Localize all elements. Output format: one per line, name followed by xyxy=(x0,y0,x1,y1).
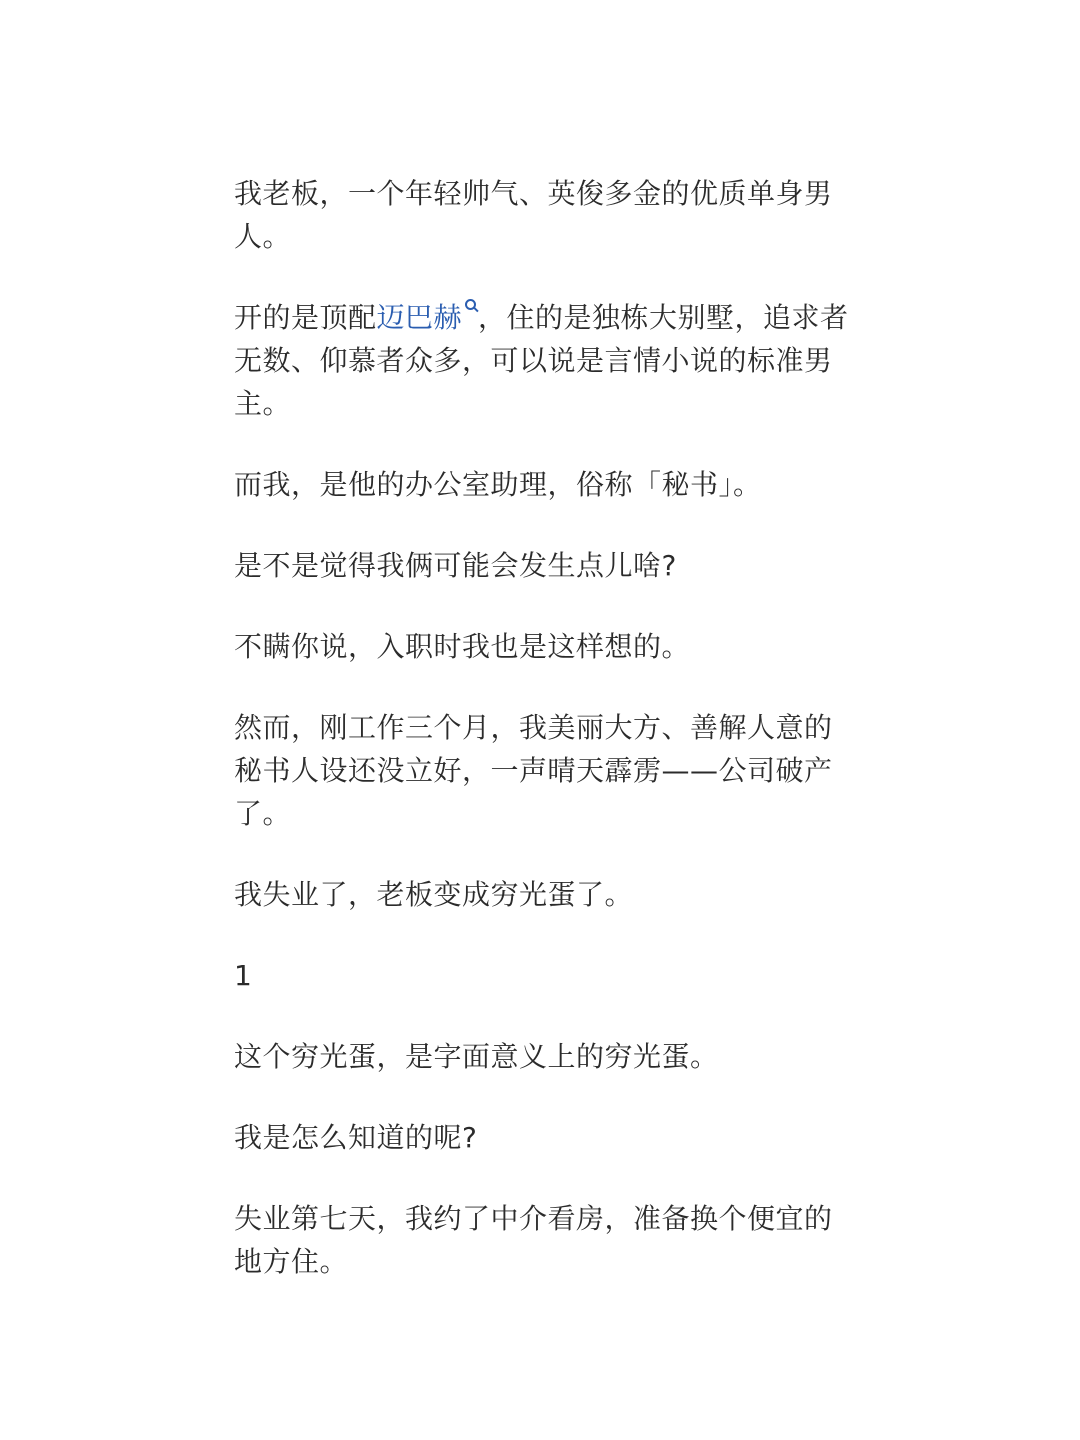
paragraph: 这个穷光蛋，是字面意义上的穷光蛋。 xyxy=(234,1040,719,1073)
paragraph-text: ，住的是独栋大别墅，追求者无数、仰慕者众多，可以说是言情小说的标准男主。 xyxy=(234,301,849,420)
paragraph: 我老板，一个年轻帅气、英俊多金的优质单身男人。 xyxy=(234,177,833,253)
paragraph-text: 开的是顶配 xyxy=(234,301,377,334)
paragraph: 而我，是他的办公室助理，俗称「秘书」。 xyxy=(234,468,762,501)
paragraph: 不瞒你说，入职时我也是这样想的。 xyxy=(234,630,691,663)
paragraph: 我失业了，老板变成穷光蛋了。 xyxy=(234,878,634,911)
paragraph: 是不是觉得我俩可能会发生点儿啥? xyxy=(234,549,677,582)
paragraph: 我是怎么知道的呢? xyxy=(234,1121,478,1154)
search-icon[interactable] xyxy=(464,299,478,313)
chapter-number: 1 xyxy=(234,959,253,992)
paragraph: 然而，刚工作三个月，我美丽大方、善解人意的秘书人设还没立好，一声晴天霹雳——公司破产了。 xyxy=(234,711,833,830)
article-body xyxy=(234,172,854,1321)
paragraph-with-link xyxy=(234,296,854,425)
maybach-search-link[interactable] xyxy=(377,301,479,334)
link-text[interactable]: 迈巴赫 xyxy=(376,301,463,334)
paragraph: 失业第七天，我约了中介看房，准备换个便宜的地方住。 xyxy=(234,1202,833,1278)
